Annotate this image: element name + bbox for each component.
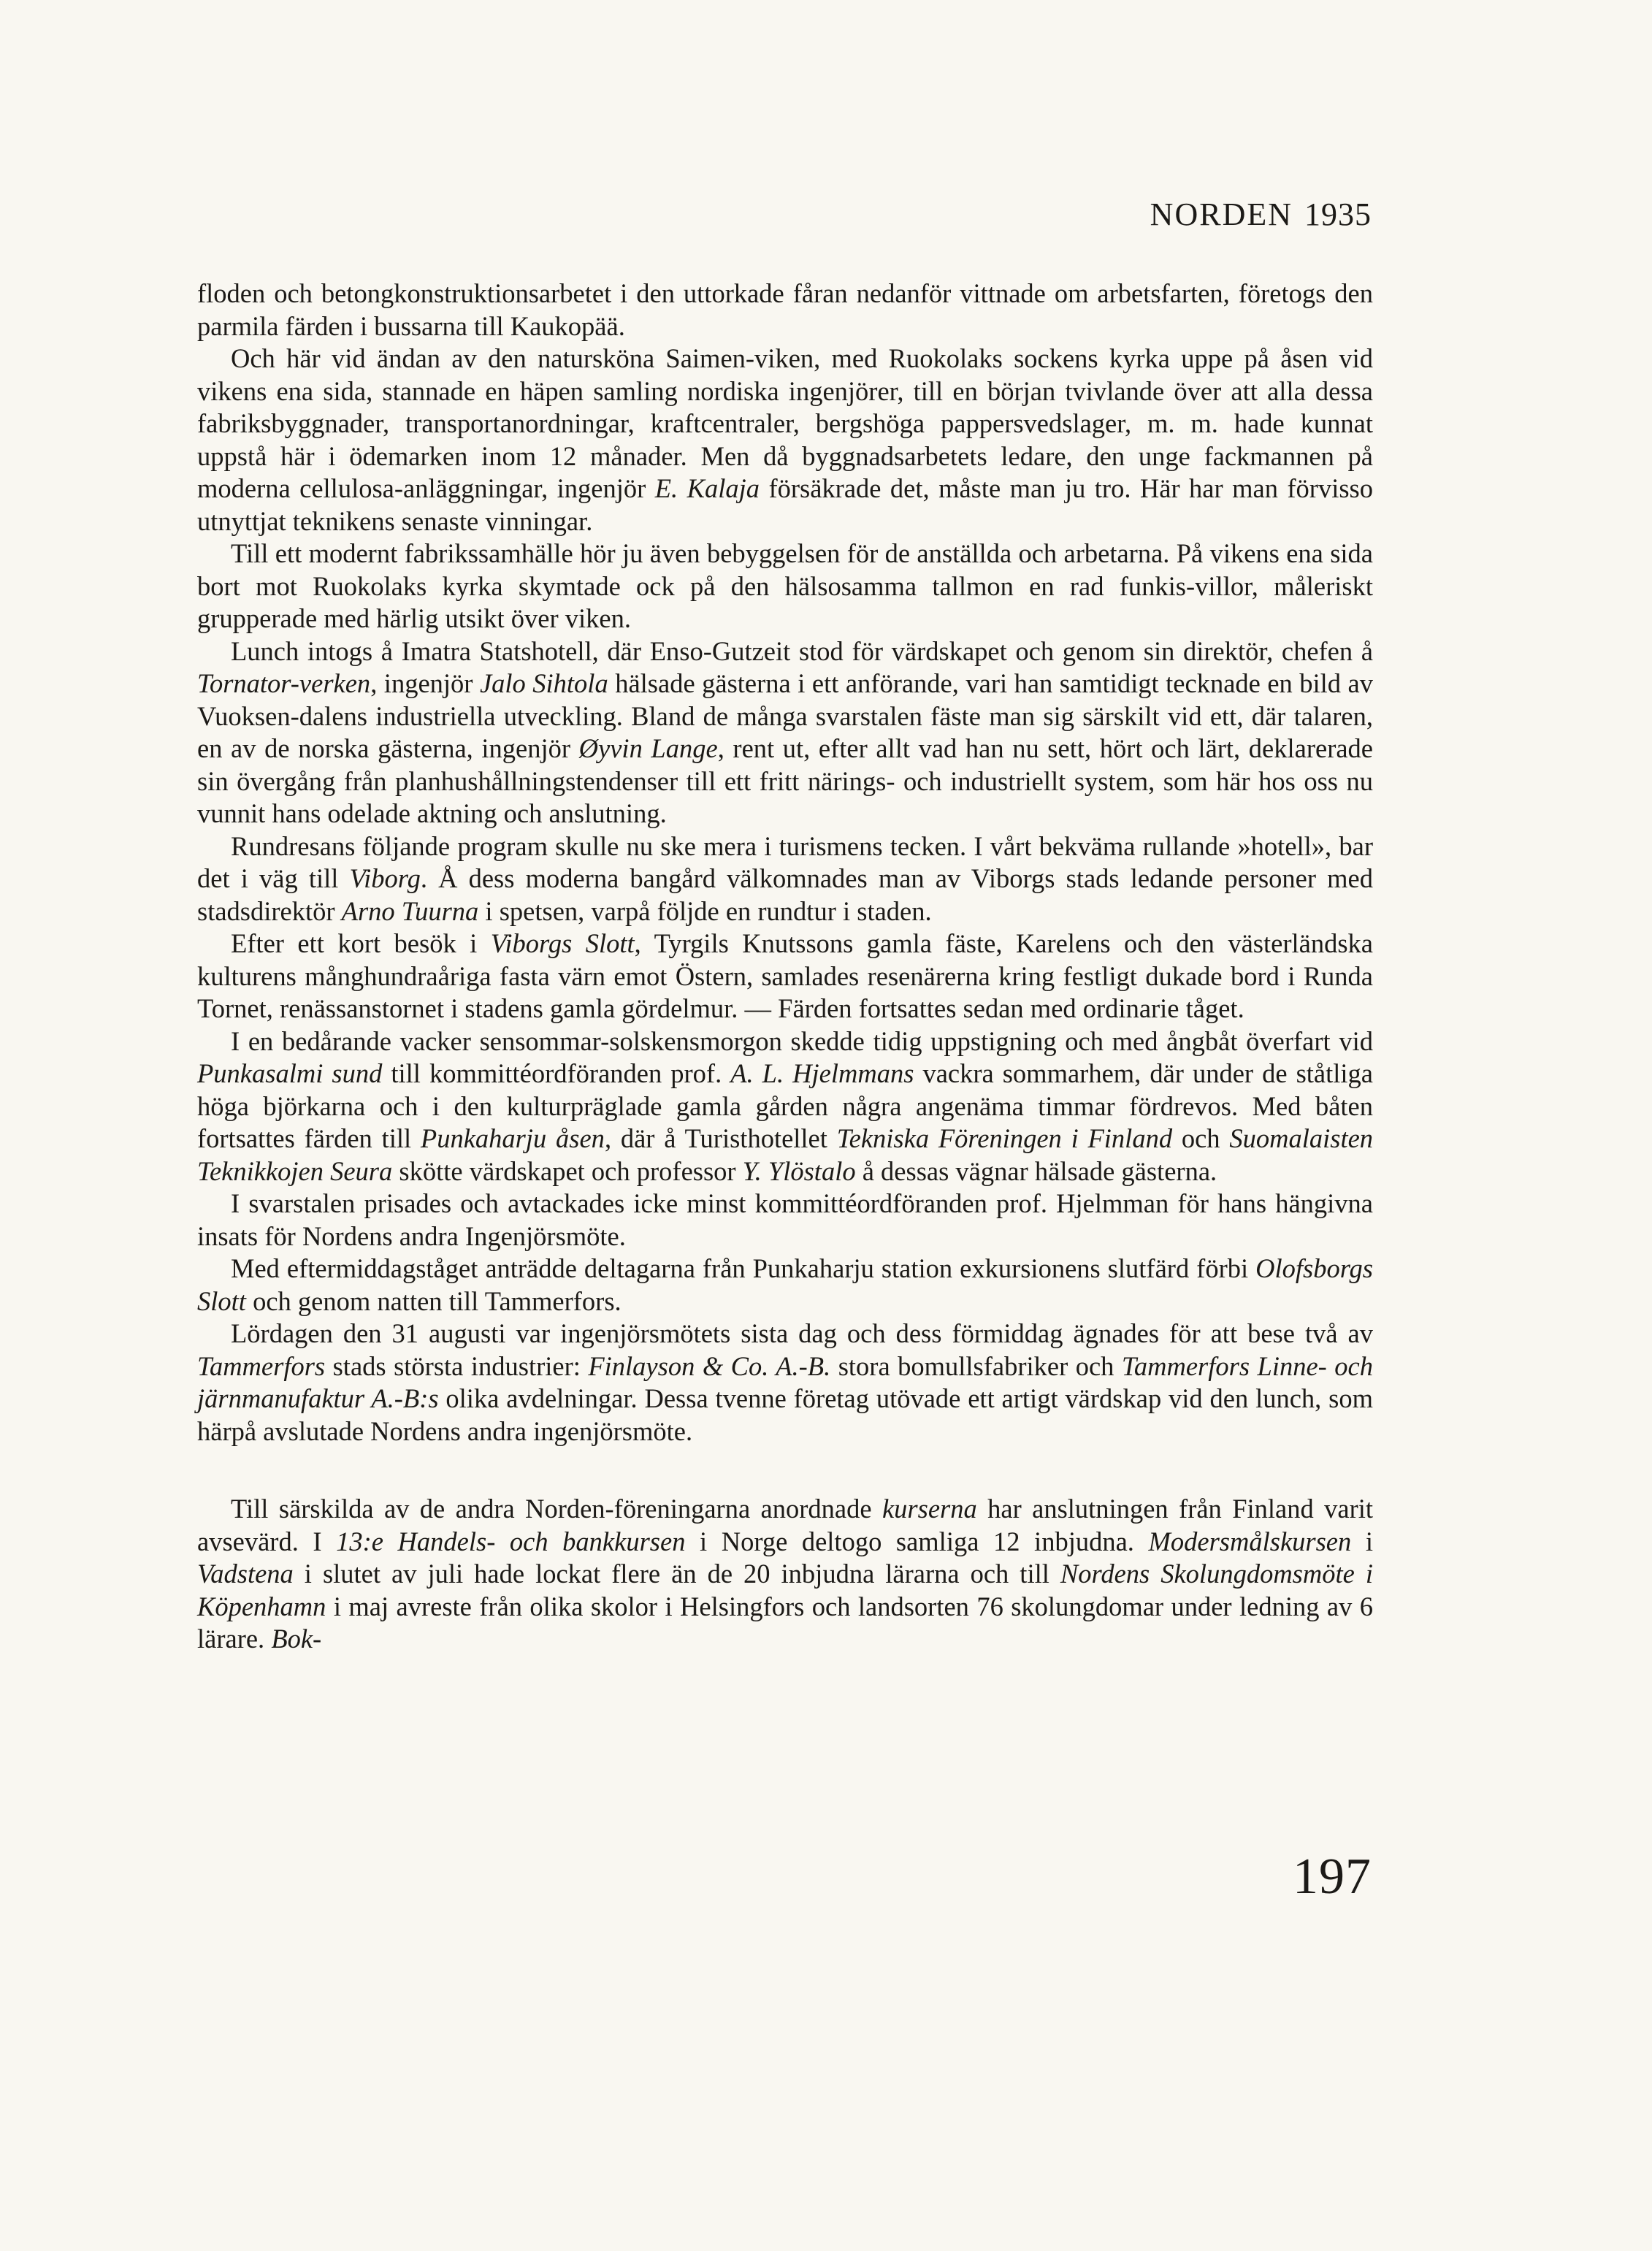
italic-text: E. Kalaja — [654, 473, 760, 503]
italic-text: Bok- — [271, 1624, 322, 1654]
paragraph — [197, 1493, 1373, 1656]
paragraph — [197, 1188, 1373, 1253]
text-run: , Tyrgils Knutssons gamla fäste, Karelens och den västerländska kulturens månghundraåriga fasta värn emot Östern, samlades resenärerna kring festligt dukade bord i Runda Tornet, renässanstornet i stadens gamla gördelmur. — Färden fortsattes sedan med ordinarie tåget. — [197, 928, 1373, 1023]
text-run: å dessas vägnar hälsade gästerna. — [855, 1155, 1217, 1186]
italic-text: Finlayson & Co. A.-B. — [588, 1350, 831, 1381]
text-run: stads största industrier: — [325, 1350, 589, 1381]
text-run: och — [1172, 1123, 1230, 1153]
text-run: floden och betongkonstruktionsarbetet i den uttorkade fåran nedanför vittnade om arbetsfarten, företogs den parmila färden i bussarna till Kaukopää. — [197, 278, 1373, 341]
text-run: , ingenjör — [370, 668, 480, 698]
italic-text: Y. Ylöstalo — [742, 1155, 856, 1186]
text-run: i — [1351, 1526, 1373, 1556]
text-run: i spetsen, varpå följde en rundtur i staden. — [478, 895, 932, 926]
italic-text: Suomalaisten Teknikkojen Seura — [197, 1123, 1374, 1186]
italic-text: Tammerfors — [197, 1350, 326, 1381]
italic-text: Arno Tuurna — [341, 895, 479, 926]
paragraph — [197, 278, 1373, 343]
text-run: Efter ett kort besök i — [231, 928, 491, 958]
italic-text: Tekniska Föreningen i Finland — [836, 1123, 1173, 1153]
running-head — [1150, 196, 1372, 233]
journal-year: 1935 — [1304, 196, 1372, 232]
paragraph — [197, 635, 1373, 830]
text-run: i Norge deltogo samliga 12 inbjudna. — [685, 1526, 1149, 1556]
text-run: försäkrade det, måste man ju tro. Här har man förvisso utnyttjat teknikens senaste vinningar. — [197, 473, 1374, 536]
italic-text: Øyvin Lange — [578, 733, 718, 763]
paragraph — [197, 1025, 1373, 1188]
italic-text: Tammerfors Linne- och järnmanufaktur A.-B:s — [197, 1350, 1373, 1413]
italic-text: Vadstena — [197, 1559, 294, 1589]
text-run: till kommittéordföranden prof. — [382, 1058, 731, 1088]
paragraph — [197, 1318, 1373, 1448]
text-run: I svarstalen prisades och avtackades icke minst kommittéordföranden prof. Hjelmman för hans hängivna insats för Nordens andra Ingenjörsmöte. — [197, 1188, 1373, 1251]
paragraph — [197, 1253, 1373, 1318]
italic-text: A. L. Hjelmmans — [730, 1058, 914, 1088]
italic-text: Jalo Sihtola — [479, 668, 608, 698]
text-run: Och här vid ändan av den natursköna Saimen-viken, med Ruokolaks sockens kyrka uppe på åsen vid vikens ena sida, stannade en häpen samling nordiska ingenjörer, till en början tvivlande över att alla dessa fabriksbyggnader, transportanordningar, kraftcentraler, bergshöga pappersvedslager, m. m. hade kunnat uppstå här i ödemarken inom 12 månader. Men då byggnadsarbetets ledare, den unge fackmannen på moderna cellulosa-anläggningar, ingenjör — [197, 343, 1373, 503]
text-run: I en bedårande vacker sensommar-solskensmorgon skedde tidig uppstigning och med ångbåt överfart vid — [231, 1025, 1373, 1056]
italic-text: Viborg — [349, 863, 421, 893]
text-run: Med eftermiddagståget anträdde deltagarna från Punkaharju station exkursionens slutfärd förbi — [231, 1253, 1256, 1283]
italic-text: Punkasalmi sund — [197, 1058, 383, 1088]
paragraph — [197, 343, 1373, 538]
text-run: hälsade gästerna i ett anförande, vari han samtidigt tecknade en bild av Vuoksen-dalens industriella utveckling. Bland de många svarstalen fäste man sig särskilt vid ett, där talaren, en av de norska gästerna, ingenjör — [197, 668, 1374, 763]
text-run: . Å dess moderna bangård välkomnades man av Viborgs stads ledande personer med stadsdirektör — [197, 863, 1374, 926]
text-run: i maj avreste från olika skolor i Helsingfors och landsorten 76 skolungdomar under ledning av 6 lärare. — [197, 1591, 1373, 1654]
italic-text: Punkaharju åsen — [420, 1123, 605, 1153]
text-run: stora bomullsfabriker och — [830, 1350, 1122, 1381]
text-run: har anslutningen från Finland varit avsevärd. I — [197, 1494, 1373, 1556]
page-number: 197 — [1293, 1849, 1372, 1905]
text-run: Till särskilda av de andra Norden-föreningarna anordnade — [231, 1494, 882, 1524]
italic-text: Viborgs Slott — [490, 928, 635, 958]
text-run: Rundresans följande program skulle nu ske mera i turismens tecken. I vårt bekväma rullande »hotell», bar det i väg till — [197, 830, 1373, 893]
text-run: Till ett modernt fabrikssamhälle hör ju även bebyggelsen för de anställda och arbetarna. På vikens ena sida bort mot Ruokolaks kyrka skymtade ock på den hälsosamma tallmon en rad funkis-villor, måleriskt grupperade med härlig utsikt över viken. — [197, 538, 1373, 633]
paragraph — [197, 538, 1373, 635]
paragraph — [197, 830, 1373, 928]
body-text — [197, 278, 1373, 1656]
italic-text: 13:e Handels- och bankkursen — [336, 1526, 686, 1556]
journal-title: NORDEN — [1150, 196, 1293, 232]
paragraph — [197, 928, 1373, 1025]
text-run: skötte värdskapet och professor — [392, 1155, 743, 1186]
italic-text: Tornator-verken — [197, 668, 371, 698]
italic-text: Olofsborgs Slott — [197, 1253, 1373, 1316]
text-run: , rent ut, efter allt vad han nu sett, hört och lärt, deklarerade sin övergång från planhushållningstendenser till ett fritt närings- och industriellt system, som här hos oss nu vunnit hans odelade aktning och anslutning. — [197, 733, 1373, 828]
italic-text: Modersmålskursen — [1148, 1526, 1352, 1556]
text-run: , där å Turisthotellet — [604, 1123, 837, 1153]
italic-text: Nordens Skolungdomsmöte i Köpenhamn — [197, 1559, 1373, 1621]
text-run: i slutet av juli hade lockat flere än de 20 inbjudna lärarna och till — [293, 1559, 1060, 1589]
text-run: och genom natten till Tammerfors. — [245, 1285, 622, 1316]
text-run: Lördagen den 31 augusti var ingenjörsmötets sista dag och dess förmiddag ägnades för att bese två av — [231, 1318, 1373, 1348]
text-run: Lunch intogs å Imatra Statshotell, där Enso-Gutzeit stod för värdskapet och genom sin direktör, chefen å — [231, 635, 1373, 666]
text-run: olika avdelningar. Dessa tvenne företag utövade ett artigt värdskap vid den lunch, som härpå avslutade Nordens andra ingenjörsmöte. — [197, 1383, 1373, 1446]
italic-text: kurserna — [882, 1494, 977, 1524]
text-run: vackra sommarhem, där under de ståtliga höga björkarna och i den kulturpräglade gamla gården några angenäma timmar fördrevos. Med båten fortsattes färden till — [197, 1058, 1373, 1153]
